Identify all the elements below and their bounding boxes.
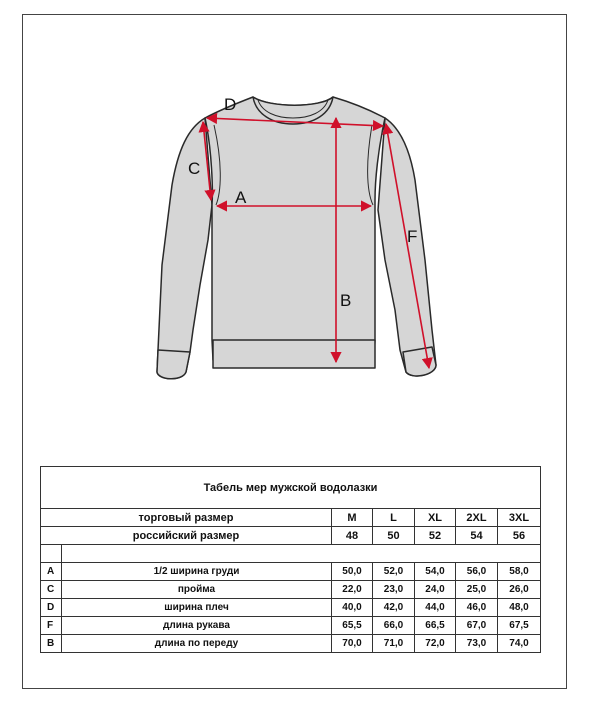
row-value: 25,0 bbox=[456, 581, 498, 599]
label-a: A bbox=[235, 188, 247, 207]
row-name: длина рукава bbox=[62, 617, 332, 635]
row-value: 71,0 bbox=[373, 635, 415, 653]
row-value: 65,5 bbox=[332, 617, 373, 635]
sweater-illustration bbox=[157, 97, 436, 379]
row-value: 44,0 bbox=[415, 599, 456, 617]
table-row bbox=[41, 581, 541, 599]
trade-size-label: торговый размер bbox=[41, 509, 332, 527]
left-sleeve bbox=[157, 118, 212, 379]
table-row bbox=[41, 617, 541, 635]
row-value: 46,0 bbox=[456, 599, 498, 617]
row-value: 52,0 bbox=[373, 563, 415, 581]
bottom-band bbox=[213, 340, 375, 368]
size-table bbox=[40, 466, 541, 653]
row-value: 54,0 bbox=[415, 563, 456, 581]
row-value: 67,5 bbox=[498, 617, 541, 635]
row-value: 73,0 bbox=[456, 635, 498, 653]
label-f: F bbox=[407, 227, 418, 246]
right-cuff bbox=[403, 347, 436, 376]
left-cuff bbox=[157, 350, 190, 379]
row-value: 74,0 bbox=[498, 635, 541, 653]
russian-size-cell: 52 bbox=[415, 527, 456, 545]
row-code: B bbox=[41, 635, 62, 653]
row-value: 70,0 bbox=[332, 635, 373, 653]
spacer-row bbox=[41, 545, 541, 563]
row-name: пройма bbox=[62, 581, 332, 599]
row-value: 23,0 bbox=[373, 581, 415, 599]
row-value: 50,0 bbox=[332, 563, 373, 581]
row-value: 22,0 bbox=[332, 581, 373, 599]
row-code: A bbox=[41, 563, 62, 581]
spacer-cell bbox=[41, 545, 62, 563]
label-c: C bbox=[188, 159, 201, 178]
row-value: 58,0 bbox=[498, 563, 541, 581]
table-row bbox=[41, 563, 541, 581]
russian-size-cell: 50 bbox=[373, 527, 415, 545]
table-title-row bbox=[41, 467, 541, 509]
row-value: 26,0 bbox=[498, 581, 541, 599]
trade-size-row bbox=[41, 509, 541, 527]
row-code: F bbox=[41, 617, 62, 635]
table-title: Табель мер мужской водолазки bbox=[41, 467, 541, 509]
russian-size-cell: 54 bbox=[456, 527, 498, 545]
row-name: 1/2 ширина груди bbox=[62, 563, 332, 581]
row-value: 66,5 bbox=[415, 617, 456, 635]
russian-size-row bbox=[41, 527, 541, 545]
row-name: длина по переду bbox=[62, 635, 332, 653]
trade-size-cell: M bbox=[332, 509, 373, 527]
row-value: 24,0 bbox=[415, 581, 456, 599]
trade-size-cell: 2XL bbox=[456, 509, 498, 527]
row-value: 72,0 bbox=[415, 635, 456, 653]
label-b: B bbox=[340, 291, 352, 310]
row-code: C bbox=[41, 581, 62, 599]
spacer-cell bbox=[62, 545, 541, 563]
trade-size-cell: XL bbox=[415, 509, 456, 527]
row-value: 48,0 bbox=[498, 599, 541, 617]
sweater-body bbox=[205, 97, 385, 360]
table-row bbox=[41, 635, 541, 653]
russian-size-cell: 48 bbox=[332, 527, 373, 545]
russian-size-cell: 56 bbox=[498, 527, 541, 545]
row-value: 40,0 bbox=[332, 599, 373, 617]
russian-size-label: российский размер bbox=[41, 527, 332, 545]
row-code: D bbox=[41, 599, 62, 617]
label-d: D bbox=[224, 95, 237, 114]
row-value: 42,0 bbox=[373, 599, 415, 617]
trade-size-cell: 3XL bbox=[498, 509, 541, 527]
table-row bbox=[41, 599, 541, 617]
row-name: ширина плеч bbox=[62, 599, 332, 617]
trade-size-cell: L bbox=[373, 509, 415, 527]
row-value: 67,0 bbox=[456, 617, 498, 635]
row-value: 66,0 bbox=[373, 617, 415, 635]
row-value: 56,0 bbox=[456, 563, 498, 581]
